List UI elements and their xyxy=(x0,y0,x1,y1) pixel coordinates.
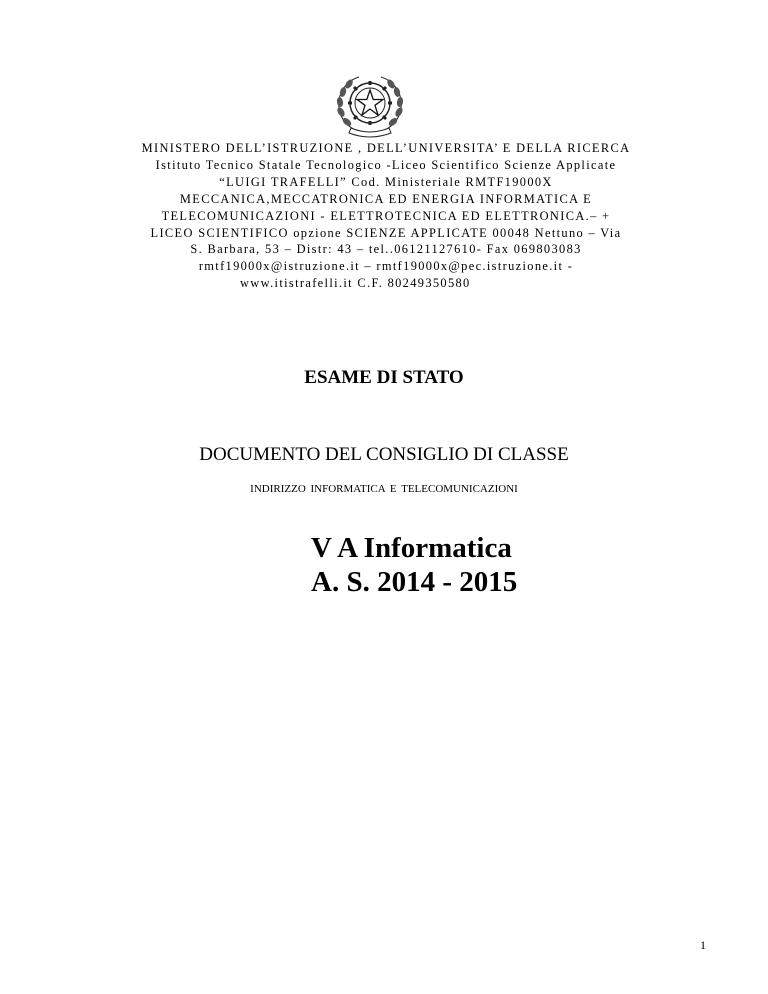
header-line: TELECOMUNICAZIONI - ELETTROTECNICA ED ELETTRONICA.– + xyxy=(161,208,611,223)
course-address: INDIRIZZO INFORMATICA E TELECOMUNICAZIONI xyxy=(250,483,518,495)
school-year: A. S. 2014 - 2015 xyxy=(311,566,518,598)
document-title: DOCUMENTO DEL CONSIGLIO DI CLASSE xyxy=(199,444,569,465)
header-line: Istituto Tecnico Statale Tecnologico -Liceo Scientifico Scienze Applicate xyxy=(155,157,617,172)
class-block xyxy=(311,531,517,599)
header-line: rmtf19000x@istruzione.it – rmtf19000x@pec.istruzione.it - xyxy=(198,259,574,274)
italian-republic-emblem-icon xyxy=(329,72,411,138)
header-line: “LUIGI TRAFELLI” Cod. Ministeriale RMTF19000X xyxy=(219,174,553,189)
institution-header xyxy=(110,140,662,292)
class-name: V A Informatica xyxy=(311,532,512,564)
exam-title: ESAME DI STATO xyxy=(304,367,464,388)
header-line: MINISTERO DELL’ISTRUZIONE , DELL’UNIVERSITA’ E DELLA RICERCA xyxy=(141,141,631,155)
page-number: 1 xyxy=(700,938,706,952)
header-line: LICEO SCIENTIFICO opzione SCIENZE APPLICATE 00048 Nettuno – Via xyxy=(150,225,622,240)
header-line: S. Barbara, 53 – Distr: 43 – tel..06121127610- Fax 069803083 xyxy=(190,242,582,257)
header-line: www.itistrafelli.it C.F. 80249350580 xyxy=(240,276,471,291)
header-line: MECCANICA,MECCATRONICA ED ENERGIA INFORMATICA E xyxy=(179,191,593,206)
